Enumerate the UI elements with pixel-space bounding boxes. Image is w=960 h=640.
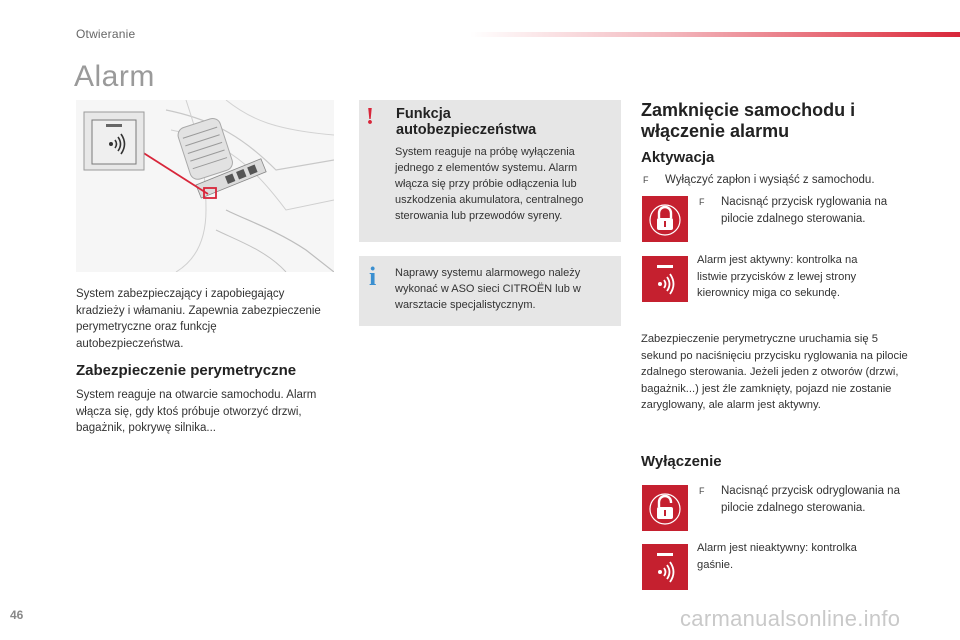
dashboard-illustration: [76, 100, 334, 272]
deactivation-status: Alarm jest nieaktywny: kontrolka gaśnie.: [697, 542, 857, 571]
alert-title-line2: autobezpieczeństwa: [396, 122, 537, 138]
activation-step-2-text: Nacisnąć przycisk ryglowania na pilocie zdalnego sterowania.: [721, 196, 888, 225]
activation-step-1-text: Wyłączyć zapłon i wysiąść z samochodu.: [665, 174, 875, 186]
activation-heading: Aktywacja: [641, 149, 715, 166]
unlock-icon: [642, 485, 688, 531]
alarm-led-off-icon: [642, 544, 688, 590]
bullet-icon: F: [699, 486, 705, 496]
header-accent-line: [470, 32, 960, 37]
lock-icon: [642, 196, 688, 242]
deactivation-step-1: [699, 483, 919, 516]
activation-step-2: [699, 194, 909, 227]
bullet-icon: F: [643, 175, 649, 185]
bullet-icon: F: [699, 197, 705, 207]
info-icon: i: [369, 262, 377, 291]
page-number: 46: [10, 608, 24, 622]
section-header: Otwieranie: [76, 27, 136, 41]
alarm-led-icon: [642, 256, 688, 302]
deactivation-step-1-text: Nacisnąć przycisk odryglowania na pilocie zdalnego sterowania.: [721, 485, 900, 514]
dashboard-sketch-icon: [76, 100, 334, 272]
watermark: carmanualsonline.info: [680, 606, 901, 631]
alert-box-title: [396, 106, 536, 138]
right-heading-line2: włączenie alarmu: [641, 121, 790, 141]
alert-box-text: System reaguje na próbę wyłączenia jednego z elementów systemu. Alarm włącza się przy próbie odłączenia lub uszkodzenia akumulatora, centralnego sterowania lub przewodów syreny.: [395, 146, 584, 222]
deactivation-heading: Wyłączenie: [641, 453, 722, 470]
alert-title-line1: Funkcja: [396, 106, 451, 122]
activation-status: Alarm jest aktywny: kontrolka na listwie przycisków z lewej strony kierownicy miga co sekundę.: [697, 254, 858, 299]
right-heading-line1: Zamknięcie samochodu i: [641, 100, 856, 120]
intro-paragraph: System zabezpieczający i zapobiegający kradzieży i włamaniu. Zapewnia zabezpieczenie perymetryczne oraz funkcję autobezpieczeństwa.: [76, 288, 321, 350]
info-box-text: Naprawy systemu alarmowego należy wykonać w ASO sieci CITROËN lub w warsztacie specjalistycznym.: [395, 267, 581, 311]
activation-step-1: [643, 172, 943, 189]
page-title: Alarm: [74, 60, 155, 93]
perimeter-heading: Zabezpieczenie perymetryczne: [76, 362, 297, 379]
right-heading: [641, 100, 941, 142]
perimeter-paragraph: System reaguje na otwarcie samochodu. Alarm włącza się, gdy ktoś próbuje otworzyć drzwi, bagażnik, pokrywę silnika...: [76, 389, 317, 434]
alert-icon: !: [366, 104, 374, 130]
activation-note: Zabezpieczenie perymetryczne uruchamia się 5 sekund po naciśnięciu przycisku ryglowania na pilocie zdalnego sterowania. Jeżeli jeden z otworów (drzwi, bagażnik...) jest źle zamknięty, pojazd nie zostanie zaryglowany, ale alarm jest aktywny.: [641, 333, 908, 411]
